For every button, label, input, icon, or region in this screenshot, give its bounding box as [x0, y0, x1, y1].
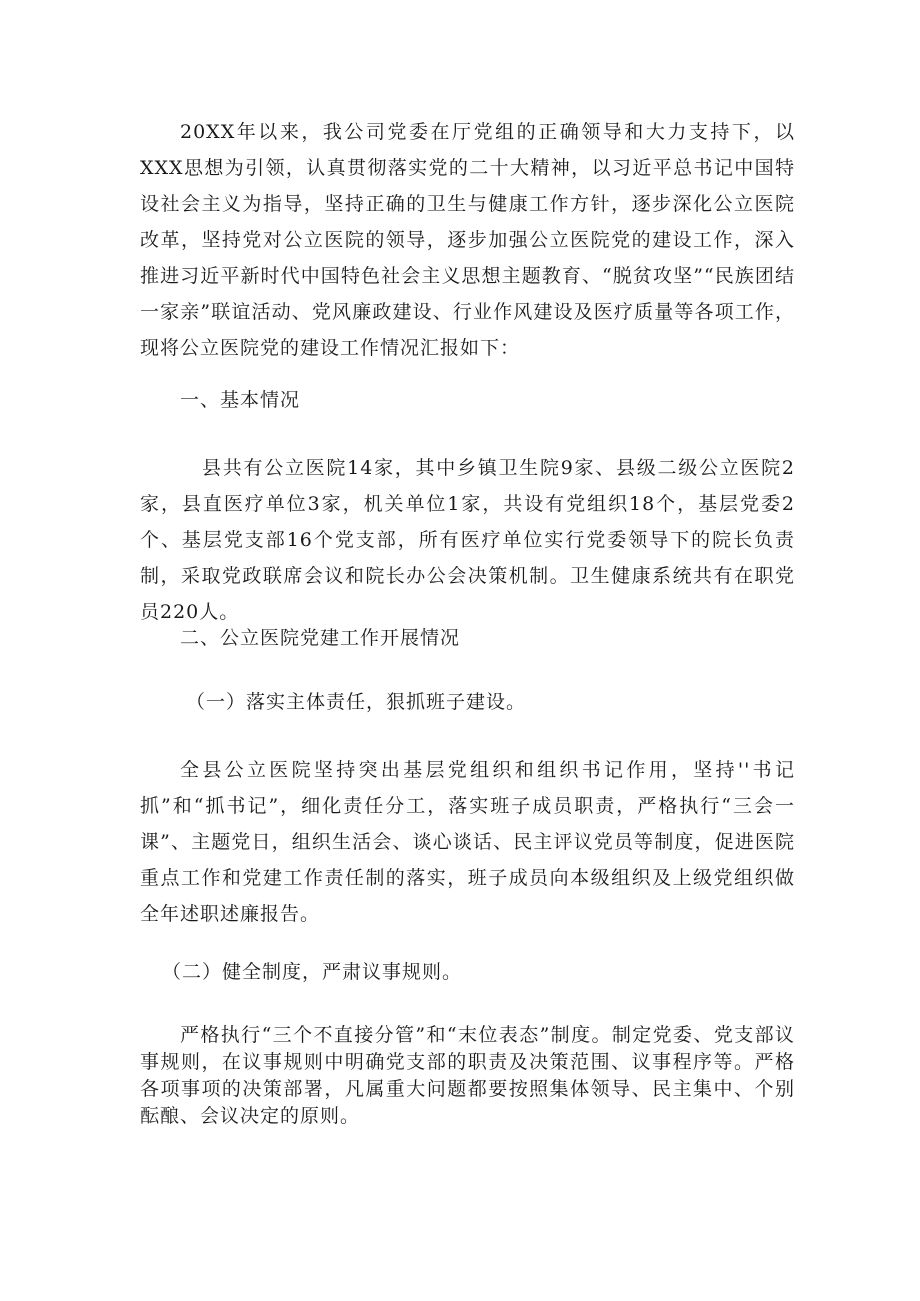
subsection-1-heading: （一）落实主体责任，狠抓班子建设。: [186, 691, 527, 713]
section-2-heading: 二、公立医院党建工作开展情况: [180, 627, 461, 649]
subsection-2-heading: （二）健全制度，严肃议事规则。: [162, 961, 463, 983]
subsection-1-body: 全县公立医院坚持突出基层党组织和组织书记作用，坚持''书记抓”和“抓书记”，细化责任分工，落实班子成员职责，严格执行“三会一课”、主题党日，组织生活会、谈心谈话、民主评议党员等制度，促进医院重点工作和党建工作责任制的落实，班子成员向本级组织及上级党组织做全年述职述廉报告。: [140, 759, 795, 925]
section-1-body: 县共有公立医院14家，其中乡镇卫生院9家、县级二级公立医院2家，县直医疗单位3家，机关单位1家，共设有党组织18个，基层党委2个、基层党支部16个党支部，所有医疗单位实行党委领导下的院长负责制，采取党政联席会议和院长办公会决策机制。卫生健康系统共有在职党员220人。: [140, 457, 795, 623]
intro-paragraph: 20XX年以来，我公司党委在厅党组的正确领导和大力支持下，以XXX思想为引领，认真贯彻落实党的二十大精神，以习近平总书记中国特设社会主义为指导，坚持正确的卫生与健康工作方针，逐步深化公立医院改革，坚持党对公立医院的领导，逐步加强公立医院党的建设工作，深入推进习近平新时代中国特色社会主义思想主题教育、“脱贫攻坚”“民族团结一家亲”联谊活动、党风廉政建设、行业作风建设及医疗质量等各项工作，现将公立医院党的建设工作情况汇报如下：: [140, 121, 795, 359]
subsection-2-body: 严格执行“三个不直接分管”和“末位表态”制度。制定党委、党支部议事规则，在议事规则中明确党支部的职责及决策范围、议事程序等。严格各项事项的决策部署，凡属重大问题都要按照集体领导、民主集中、个别酝酿、会议决定的原则。: [140, 1024, 795, 1127]
section-1-heading: 一、基本情况: [180, 389, 301, 411]
